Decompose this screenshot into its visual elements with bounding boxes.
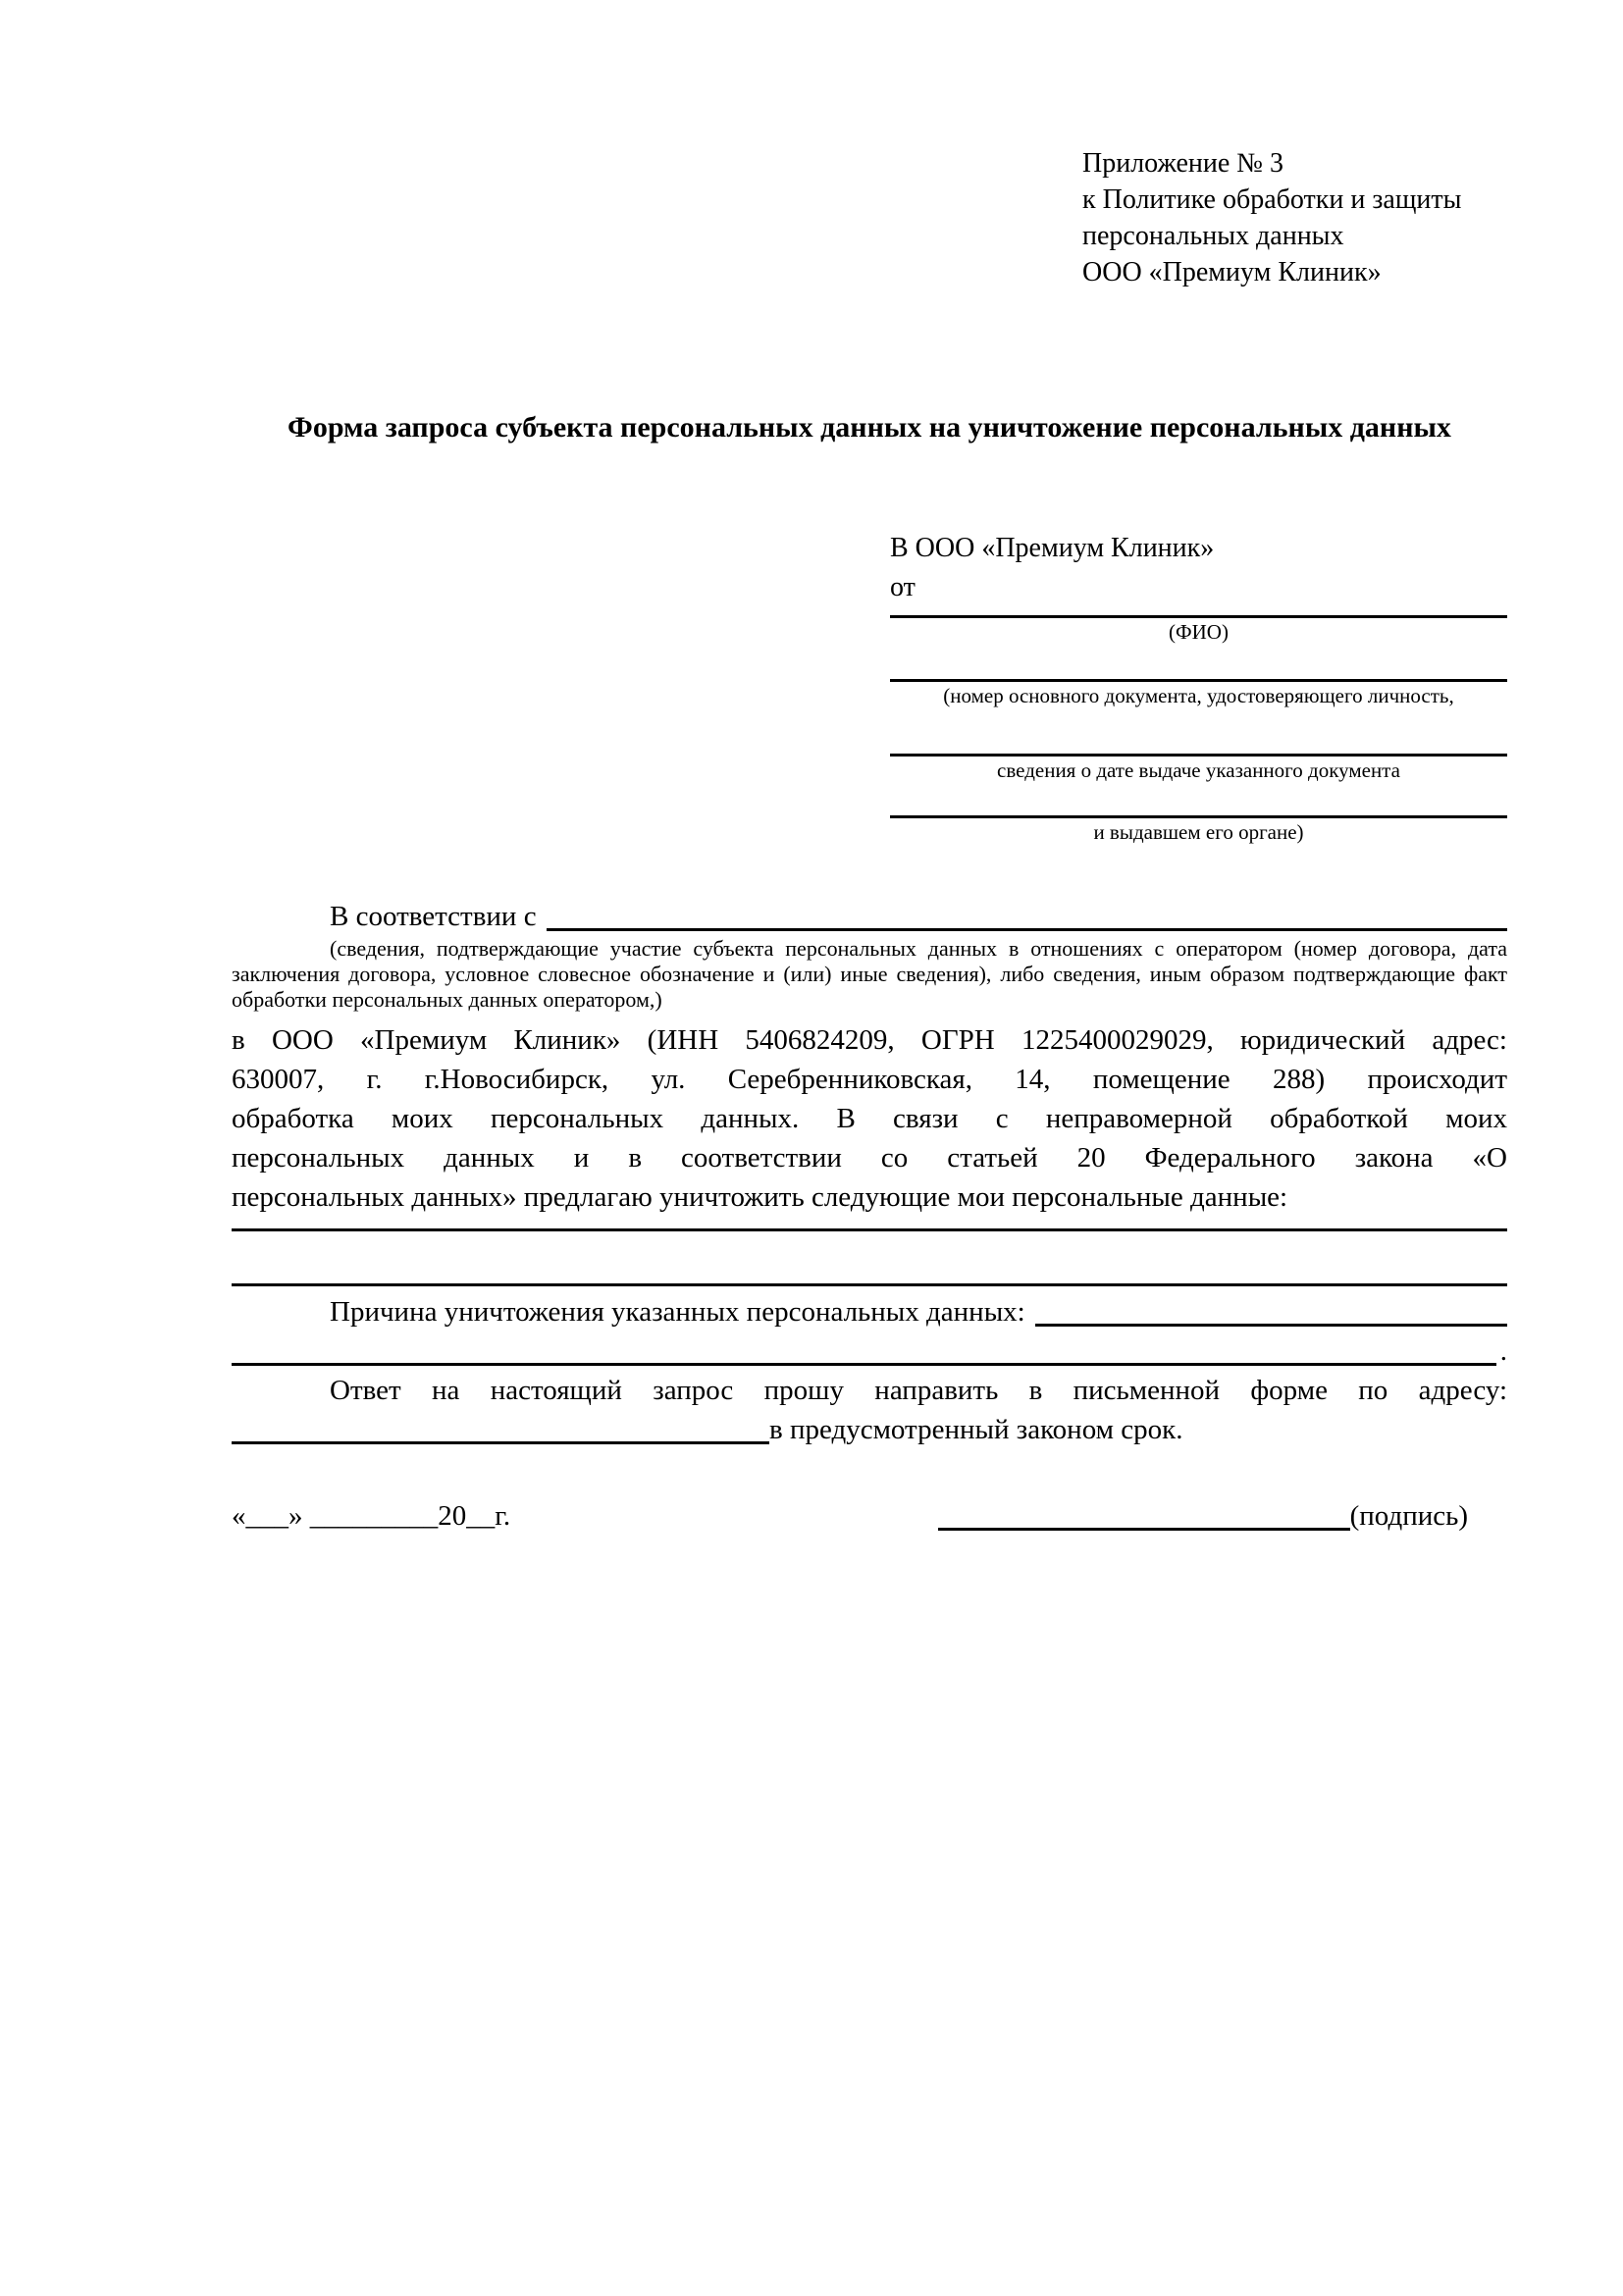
document-issue-date-field [890,754,1507,784]
accordance-label: В соответствии с [330,901,537,932]
addressee-organization: В ООО «Премиум Клиник» [890,533,1215,563]
identity-document-number-field [890,679,1507,709]
main-paragraph-line-1: в ООО «Премиум Клиник» (ИНН 5406824209, ОГРН 1225400029029, юридический адрес: [232,1024,1507,1056]
accordance-note-line-2: заключения договора, условное словесное обозначение и (или) иные сведения), либо сведения, иным образом подтверждающие факт [232,962,1507,986]
issuing-authority-field [890,815,1507,846]
identity-document-number-caption: (номер основного документа, удостоверяющего личность, [943,684,1454,707]
fio-field [890,615,1507,646]
reason-continuation-line [232,1331,1507,1371]
response-address-line [232,1410,1507,1449]
accordance-note-line-1: (сведения, подтверждающие участие субъекта персональных данных в отношениях с оператором (номер договора, дата [330,936,1507,961]
signature-blank-line [938,1496,1350,1531]
main-paragraph [232,1020,1507,1217]
accordance-line [232,897,1507,936]
response-suffix: в предусмотренный законом срок. [769,1414,1183,1445]
personal-data-blank-line-2 [232,1283,1507,1286]
signature-block [938,1496,1468,1536]
personal-data-blank-line-1 [232,1228,1507,1231]
fio-caption: (ФИО) [1169,620,1229,644]
reason-line-period: . [1499,1335,1507,1367]
footer-row [232,1496,1507,1536]
addressee-from-label: от [890,572,916,602]
accordance-note-line-3: обработки персональных данных оператором,) [232,987,662,1012]
main-paragraph-line-2: 630007, г. г.Новосибирск, ул. Серебренниковская, 14, помещение 288) происходит [232,1064,1507,1095]
appendix-header [1082,145,1507,290]
document-issue-date-caption: сведения о дате выдаче указанного документа [997,758,1400,782]
accordance-note [232,936,1507,1013]
appendix-header-line-3: персональных данных [1082,221,1344,251]
reason-label: Причина уничтожения указанных персональных данных: [330,1296,1025,1328]
addressee-block [890,529,1507,846]
appendix-header-line-1: Приложение № 3 [1082,148,1283,179]
reason-blank-line [1035,1292,1507,1327]
signature-caption: (подпись) [1349,1500,1468,1532]
main-paragraph-line-4: персональных данных и в соответствии со статьей 20 Федерального закона «О [232,1142,1507,1174]
reason-blank-line-2 [232,1331,1496,1366]
main-paragraph-line-5: персональных данных» предлагаю уничтожить следующие мои персональные данные: [232,1181,1288,1213]
issuing-authority-caption: и выдавшем его органе) [1093,820,1304,844]
main-paragraph-line-3: обработка моих персональных данных. В связи с неправомерной обработкой моих [232,1103,1507,1134]
appendix-header-line-4: ООО «Премиум Клиник» [1082,257,1382,287]
address-blank-line [232,1410,769,1444]
form-title: Форма запроса субъекта персональных данных на уничтожение персональных данных [288,411,1451,444]
appendix-header-line-2: к Политике обработки и защиты [1082,184,1462,215]
reason-line [232,1292,1507,1331]
date-placeholder: «___» _________20__г. [232,1500,511,1532]
response-request-line: Ответ на настоящий запрос прошу направить в письменной форме по адресу: [330,1375,1507,1406]
accordance-blank-line [547,897,1507,931]
